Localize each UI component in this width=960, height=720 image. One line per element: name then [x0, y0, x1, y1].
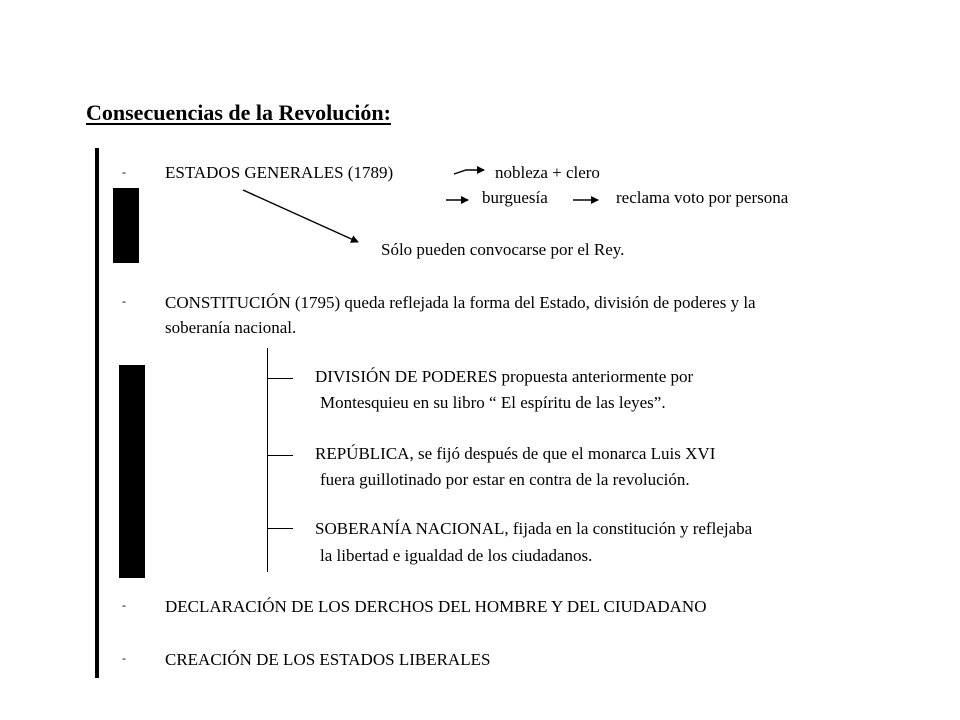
soberania-line-1: SOBERANÍA NACIONAL, fijada en la constitución y reflejaba — [315, 519, 753, 538]
constitucion-line-2: soberanía nacional. — [165, 318, 297, 337]
section-marker-block-1 — [113, 188, 139, 263]
arrow-to-nobleza — [454, 170, 484, 174]
declaracion-derechos-text: DECLARACIÓN DE LOS DERCHOS DEL HOMBRE Y DEL CIUDADANO — [165, 597, 707, 616]
constitucion-line-1: CONSTITUCIÓN (1795) queda reflejada la forma del Estado, división de poderes y la — [165, 293, 756, 312]
division-poderes-line-2: Montesquieu en su libro “ El espíritu de las leyes”. — [320, 393, 666, 412]
diagonal-arrow-to-convocarse — [243, 190, 358, 242]
republica-line-1: REPÚBLICA, se fijó después de que el monarca Luis XVI — [315, 444, 716, 463]
estados-generales-label: ESTADOS GENERALES (1789) — [165, 163, 394, 182]
burguesia-text: burguesía — [482, 188, 548, 207]
bullet-dash-constitucion: - — [122, 294, 126, 308]
reclama-voto-text: reclama voto por persona — [616, 188, 789, 207]
tree-branch-soberania — [267, 528, 293, 529]
soberania-line-2: la libertad e igualdad de los ciudadanos. — [320, 546, 593, 565]
left-vertical-rule — [95, 148, 99, 678]
page-title: Consecuencias de la Revolución: — [86, 100, 391, 125]
tree-vertical-line — [267, 348, 268, 572]
nobleza-clero-text: nobleza + clero — [495, 163, 600, 182]
tree-branch-division — [267, 378, 293, 379]
division-poderes-line-1: DIVISIÓN DE PODERES propuesta anteriormente por — [315, 367, 694, 386]
bullet-dash-creacion: - — [122, 651, 126, 665]
creacion-estados-text: CREACIÓN DE LOS ESTADOS LIBERALES — [165, 650, 491, 669]
section-marker-block-2 — [119, 365, 145, 578]
bullet-dash-declaracion: - — [122, 598, 126, 612]
bullet-dash-estados: - — [122, 165, 126, 179]
convocarse-text: Sólo pueden convocarse por el Rey. — [381, 240, 625, 259]
republica-line-2: fuera guillotinado por estar en contra de la revolución. — [320, 470, 690, 489]
tree-branch-republica — [267, 455, 293, 456]
